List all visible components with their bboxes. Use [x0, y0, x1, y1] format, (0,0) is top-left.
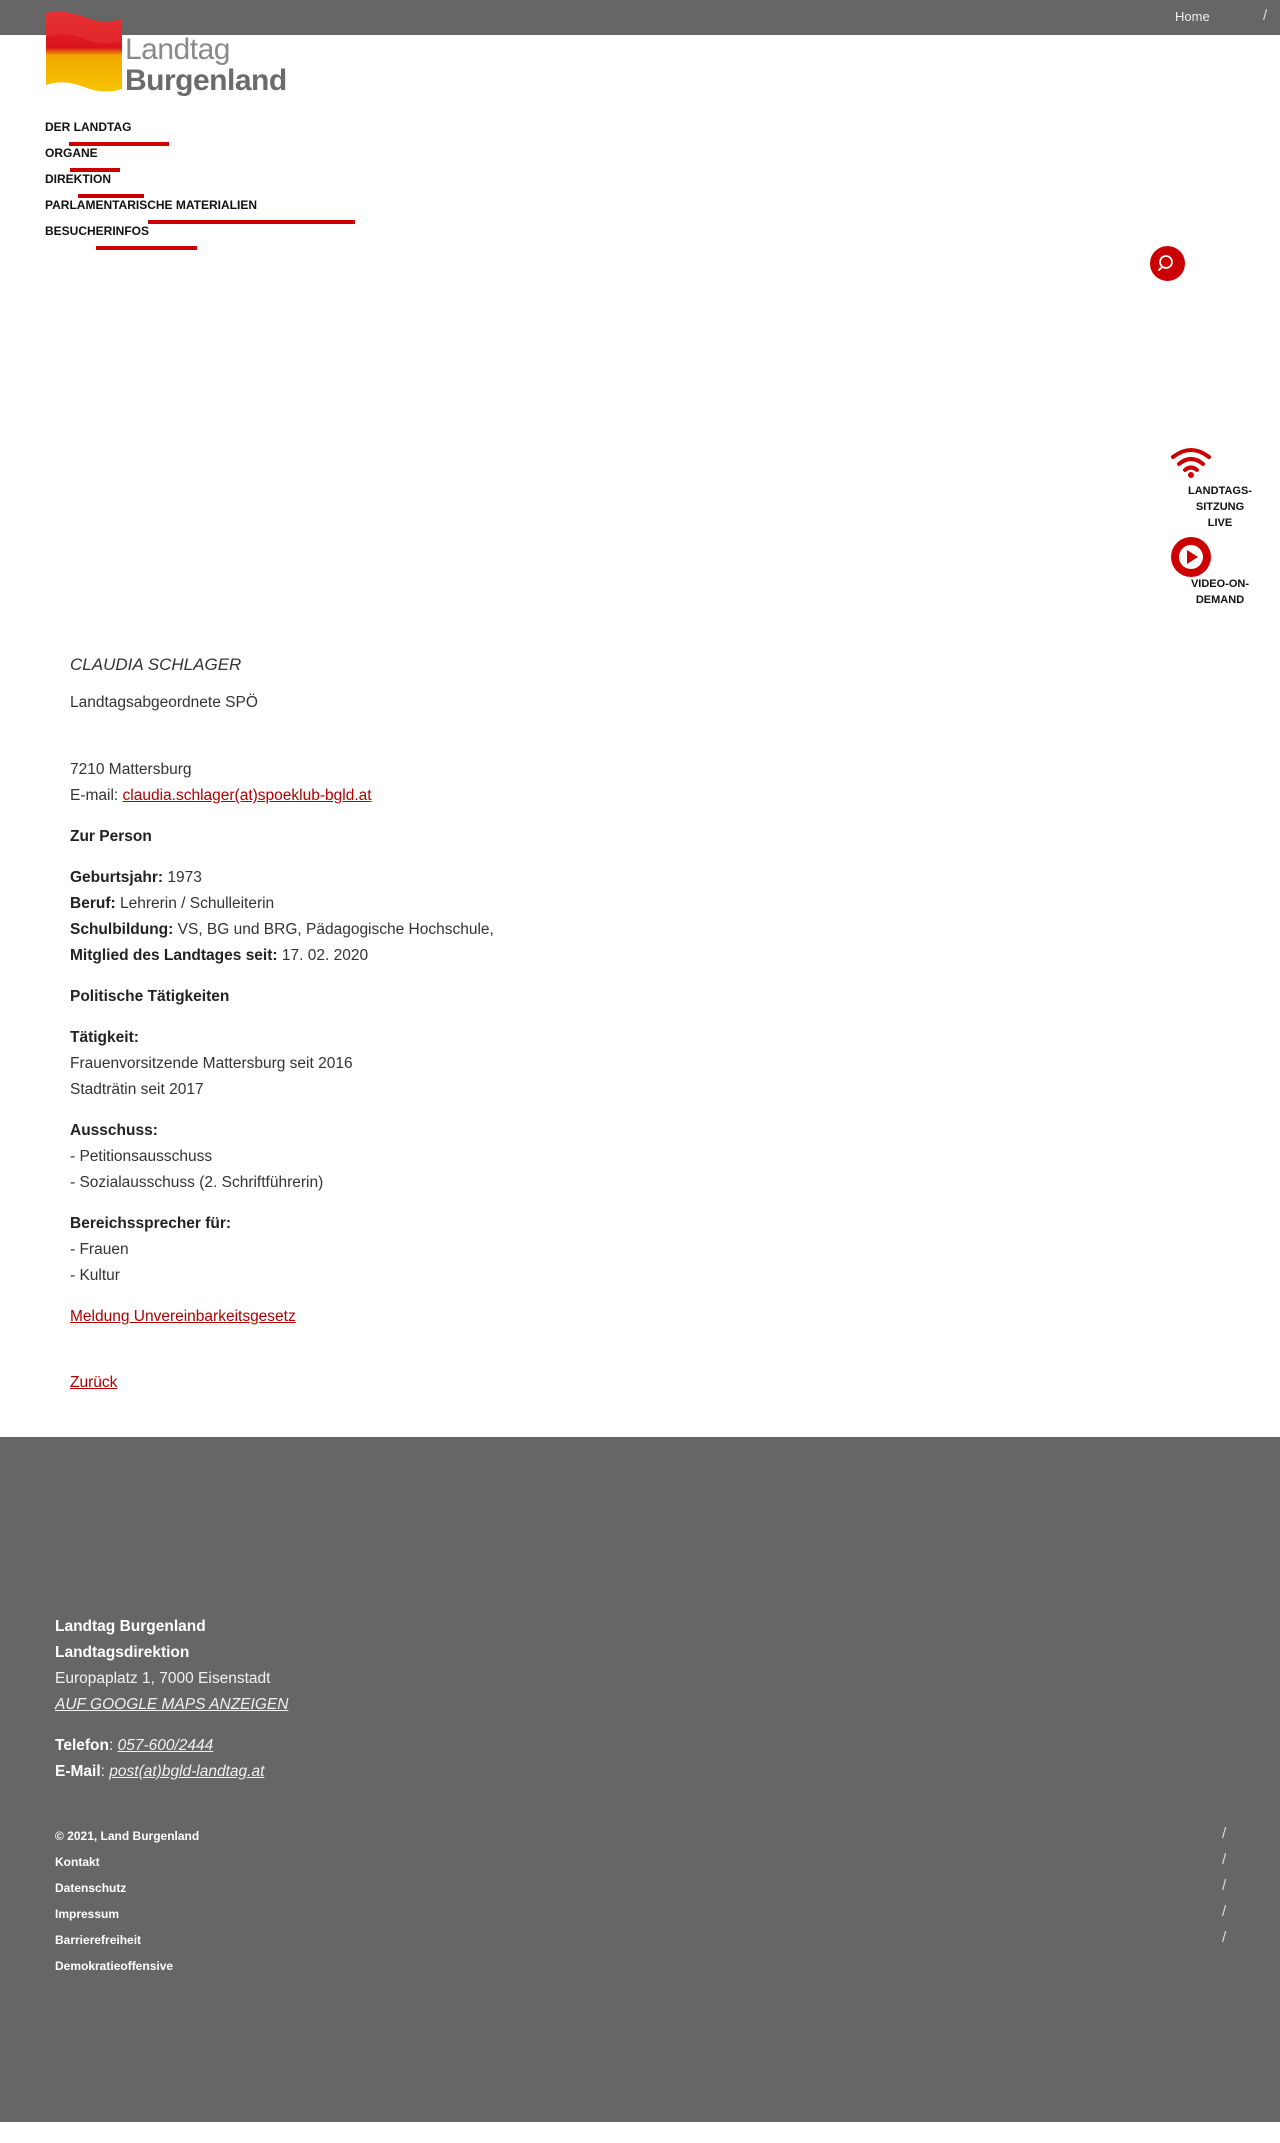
committee-label: Ausschuss: — [70, 1122, 158, 1139]
nav-item-besucherinfos[interactable] — [45, 224, 257, 250]
footer-link-barrierefreiheit[interactable]: Barrierefreiheit — [55, 1933, 142, 1947]
video-on-demand-link[interactable] — [1165, 535, 1280, 615]
footer-separators — [1222, 1821, 1226, 1951]
nav-item-direktion[interactable] — [45, 172, 257, 198]
footer-email-row: E-Mail: post(at)bgld-landtag.at — [55, 1763, 265, 1780]
footer-separator: / — [1222, 1825, 1227, 1842]
section-heading-person: Zur Person — [70, 828, 152, 845]
section-heading-politics: Politische Tätigkeiten — [70, 988, 230, 1005]
site-logo[interactable] — [44, 11, 287, 101]
nav-item-parlamentarische-materialien[interactable] — [45, 198, 257, 224]
footer-phone-row: Telefon: 057-600/2444 — [55, 1737, 214, 1754]
copyright: © 2021, Land Burgenland — [55, 1829, 200, 1843]
back-link[interactable]: Zurück — [70, 1374, 118, 1391]
live-label-2: SITZUNG LIVE — [1195, 501, 1245, 529]
search-button[interactable] — [1150, 246, 1185, 281]
person-name: CLAUDIA SCHLAGER — [70, 655, 242, 674]
footer-link-demokratieoffensive[interactable]: Demokratieoffensive — [55, 1959, 174, 1973]
birth-value: 1973 — [167, 869, 202, 886]
footer-separator: / — [1222, 1877, 1227, 1894]
email-link[interactable]: claudia.schlager(at)spoeklub-bgld.at — [122, 787, 372, 804]
wifi-broadcast-icon — [1169, 445, 1213, 479]
vod-label-2: DEMAND — [1195, 594, 1245, 606]
logo-text-line1: Landtag — [125, 33, 230, 66]
spokesperson-item: - Kultur — [70, 1267, 120, 1284]
logo-text-line2: Burgenland — [125, 64, 287, 97]
job-row — [70, 891, 970, 917]
footer-address: Europaplatz 1, 7000 Eisenstadt — [55, 1670, 271, 1687]
footer-link-kontakt[interactable]: Kontakt — [55, 1855, 100, 1869]
person-email-row — [70, 783, 970, 809]
birth-label: Geburtsjahr: — [70, 869, 164, 886]
footer-org-name: Landtag Burgenland — [55, 1618, 206, 1635]
topbar-separator: / — [1263, 7, 1268, 24]
person-profile — [70, 652, 970, 1396]
flag-icon — [44, 11, 124, 93]
phone-label: Telefon — [55, 1737, 109, 1754]
nav-item-organe[interactable] — [45, 146, 257, 172]
live-label-1: LANDTAGS- — [1188, 485, 1252, 497]
home-link[interactable]: Home — [1175, 9, 1210, 24]
footer-separator: / — [1222, 1851, 1227, 1868]
play-icon — [1171, 537, 1211, 577]
activity-item: Stadträtin seit 2017 — [70, 1081, 204, 1098]
person-address: 7210 Mattersburg — [70, 761, 192, 778]
main-nav — [45, 120, 257, 250]
member-label: Mitglied des Landtages seit: — [70, 947, 278, 964]
nav-item-der-landtag[interactable] — [45, 120, 257, 146]
nav-underline — [96, 246, 197, 250]
google-maps-link[interactable]: AUF GOOGLE MAPS ANZEIGEN — [55, 1696, 289, 1713]
school-value: VS, BG und BRG, Pädagogische Hochschule, — [177, 921, 494, 938]
email-label: E-mail: — [70, 787, 119, 804]
incompatibility-report-link[interactable]: Meldung Unvereinbarkeitsgesetz — [70, 1308, 296, 1325]
activity-item: Frauenvorsitzende Mattersburg seit 2016 — [70, 1055, 353, 1072]
live-session-link[interactable] — [1165, 445, 1280, 535]
footer-link-datenschutz[interactable]: Datenschutz — [55, 1881, 127, 1895]
committee-item: - Petitionsausschuss — [70, 1148, 213, 1165]
site-footer — [0, 1437, 1280, 2122]
search-icon — [1150, 246, 1185, 281]
job-value: Lehrerin / Schulleiterin — [119, 895, 275, 912]
committee-item: - Sozialausschuss (2. Schriftführerin) — [70, 1174, 324, 1191]
school-label: Schulbildung: — [70, 921, 174, 938]
phone-link[interactable]: 057-600/2444 — [117, 1737, 214, 1754]
nav-item-label: BESUCHERINFOS — [45, 224, 150, 238]
nav-item-label: PARLAMENTARISCHE MATERIALIEN — [45, 198, 257, 212]
footer-separator: / — [1222, 1903, 1227, 1920]
nav-item-label: ORGANE — [45, 146, 98, 160]
school-row — [70, 917, 970, 943]
footer-email-label: E-Mail — [55, 1763, 101, 1780]
nav-item-label: DIREKTION — [45, 172, 111, 186]
footer-org-dept: Landtagsdirektion — [55, 1644, 190, 1661]
nav-item-label: DER LANDTAG — [45, 120, 132, 134]
member-row — [70, 943, 970, 969]
footer-link-impressum[interactable]: Impressum — [55, 1907, 120, 1921]
activity-label: Tätigkeit: — [70, 1029, 139, 1046]
spokesperson-item: - Frauen — [70, 1241, 129, 1258]
footer-contact — [55, 1614, 288, 1785]
footer-email-link[interactable]: post(at)bgld-landtag.at — [109, 1763, 265, 1780]
footer-links — [55, 1823, 199, 1979]
birth-row — [70, 865, 970, 891]
person-role: Landtagsabgeordnete SPÖ — [70, 694, 258, 711]
member-value: 17. 02. 2020 — [281, 947, 369, 964]
job-label: Beruf: — [70, 895, 116, 912]
spokesperson-label: Bereichssprecher für: — [70, 1215, 232, 1232]
vod-label-1: VIDEO-ON- — [1190, 578, 1250, 590]
footer-separator: / — [1222, 1929, 1227, 1946]
play-button — [1171, 537, 1211, 577]
